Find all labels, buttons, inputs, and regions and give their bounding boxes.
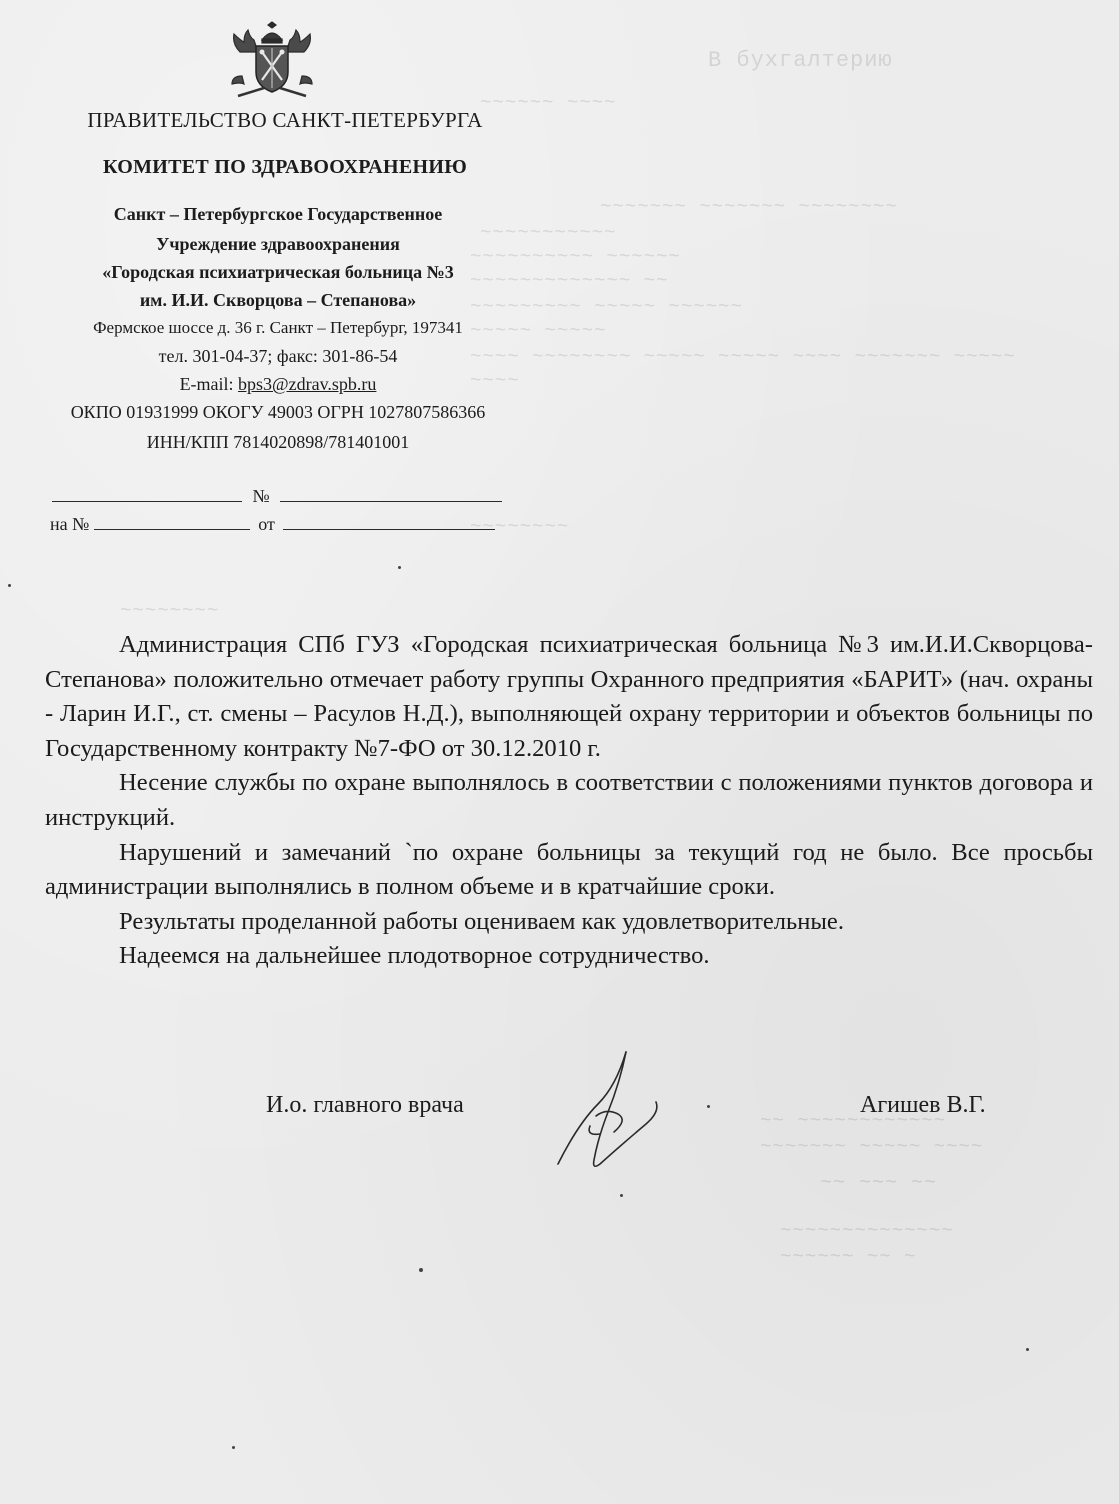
bleed-through-text: ~~~~~~~~ [120, 600, 220, 622]
signatory-name: Агишев В.Г. [860, 1092, 986, 1118]
scan-speck [620, 1194, 623, 1197]
bleed-through-text: ~~~~~ ~~~~~ [470, 320, 607, 342]
bleed-through-text: В бухгалтерию [708, 48, 893, 73]
institution-line-3: «Городская психиатрическая больница №3 [102, 262, 454, 282]
email-link[interactable]: bps3@zdrav.spb.ru [238, 374, 377, 394]
bleed-through-text: ~~~~~~ ~~~~ [480, 92, 617, 114]
body-paragraph: Надеемся на дальнейшее плодотворное сотрудничество. [119, 942, 710, 970]
scan-speck [8, 584, 11, 587]
bleed-through-text: ~~~~ ~~~~~~~~ ~~~~~ ~~~~~ ~~~~ ~~~~~~~ ~~~~~ [470, 346, 1016, 368]
address: Фермское шоссе д. 36 г. Санкт – Петербург, 197341 [93, 318, 463, 337]
handwritten-signature [548, 1046, 678, 1176]
bleed-through-text: ~~~~~~~~~~~~~ ~~ [470, 270, 669, 292]
number-blank [280, 487, 502, 502]
institution-line-4: им. И.И. Скворцова – Степанова» [139, 290, 417, 310]
bleed-through-text: ~~~~~~~ ~~~~~~~ ~~~~~~~~ [600, 196, 898, 218]
institution-line-2: Учреждение здравоохранения [156, 234, 400, 254]
body-paragraph: Нарушений и замечаний `по охране больницы за текущий год не было. Все просьбы администрации выполнялись в полном объеме и в кратчайшие сроки. [45, 838, 1093, 901]
scan-speck [707, 1105, 710, 1108]
body-paragraph: Несение службы по охране выполнялось в соответствии с положениями пунктов договора и инструкций. [45, 769, 1093, 831]
bleed-through-text: ~~~~~~~~~~~~~~ [780, 1220, 954, 1242]
scan-speck [232, 1446, 235, 1449]
from-label: от [258, 514, 275, 534]
registry-codes: ОКПО 01931999 ОКОГУ 49003 ОГРН 1027807586366 [70, 402, 486, 422]
email-label: E-mail: [179, 374, 239, 394]
letter-body [45, 628, 1093, 974]
phone-fax: тел. 301-04-37; факс: 301-86-54 [158, 346, 398, 366]
government-name: ПРАВИТЕЛЬСТВО САНКТ-ПЕТЕРБУРГА [87, 108, 483, 132]
outgoing-number-line [52, 486, 502, 507]
bleed-through-text: ~~~~ [470, 370, 520, 392]
bleed-through-text: ~~~~~~ ~~ ~ [780, 1246, 917, 1268]
institution-line-1: Санкт – Петербургское Государственное [113, 204, 443, 224]
reply-reference-line [50, 514, 495, 535]
bleed-through-text: ~~ ~~~~~~~~~~~~ [760, 1110, 947, 1132]
bleed-through-text: ~~~~~~~~ [470, 516, 570, 538]
reply-number-blank [94, 515, 250, 530]
bleed-through-text: ~~ ~~~ ~~ [820, 1172, 938, 1195]
scan-speck [419, 1268, 423, 1272]
email-line [18, 374, 538, 395]
tax-codes: ИНН/КПП 7814020898/781401001 [146, 432, 410, 452]
date-blank [52, 487, 242, 502]
bleed-through-text: ~~~~~~~ ~~~~~ ~~~~ [760, 1136, 984, 1158]
bleed-through-text: ~~~~~~~~~~ ~~~~~~ [470, 246, 681, 268]
bleed-through-text: ~~~~~~~~~ ~~~~~ ~~~~~~ [470, 296, 743, 318]
committee-name: КОМИТЕТ ПО ЗДРАВООХРАНЕНИЮ [102, 156, 468, 178]
scan-speck [1026, 1348, 1029, 1351]
saint-petersburg-coat-of-arms-icon [228, 18, 316, 104]
signatory-title: И.о. главного врача [266, 1092, 464, 1118]
body-paragraph: Результаты проделанной работы оцениваем как удовлетворительные. [119, 907, 844, 935]
bleed-through-text: ~~~~~~~~~~~ [480, 222, 617, 244]
reply-date-blank [283, 515, 495, 530]
number-sign: № [252, 486, 270, 506]
body-paragraph: Администрация СПб ГУЗ «Городская психиатрическая больница №3 им.И.И.Скворцова-Степанова» положительно отмечает работу группы Охранного предприятия «БАРИТ» (нач. охраны - Ларин И.Г., ст. смены – Расулов Н.Д.), выполняющей охрану территории и объектов больницы по Государственному контракту №7-ФО от 30.12.2010 г. [45, 631, 1093, 762]
scan-speck [398, 566, 401, 569]
reply-to-label: на № [50, 514, 90, 534]
